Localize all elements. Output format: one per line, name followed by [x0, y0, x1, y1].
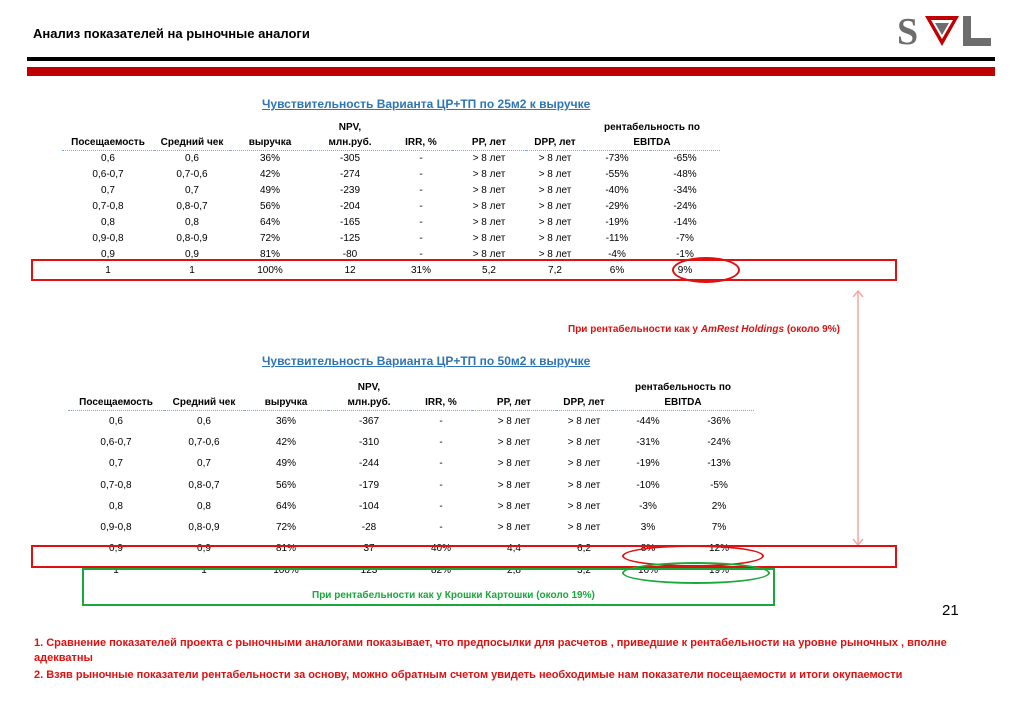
conclusion-1: 1. Сравнение показателей проекта с рыночными аналогами показывает, что предпосылки для расчетов , приведшие к рентабельности на уровне рыночных , вполне адекватны — [34, 637, 947, 664]
table-cell: 1 — [189, 265, 195, 276]
table-cell: -80 — [342, 249, 358, 260]
table-cell: 82% — [430, 564, 451, 576]
table-cell: 49% — [275, 458, 296, 470]
table-cell: 0,9 — [197, 543, 211, 555]
table-cell: 0,8 — [101, 217, 115, 228]
table-cell: - — [439, 436, 443, 448]
table-cell: 42% — [275, 436, 296, 448]
table-cell: > 8 лет — [472, 153, 506, 165]
conclusion-2: 2. Взяв рыночные показатели рентабельности за основу, можно обратным счетом увидеть необходимые нам показатели посещаемости и итоги окупаемости — [34, 669, 903, 681]
table-cell: 31% — [410, 265, 431, 276]
table-cell: 81% — [259, 249, 280, 260]
svg-text:S: S — [897, 11, 919, 50]
table-cell: -244 — [358, 458, 379, 470]
table-cell: > 8 лет — [567, 500, 601, 512]
col-header-npv-unit: млн.руб. — [310, 135, 390, 151]
table-cell: -40% — [605, 185, 629, 196]
col-header-pp: PP, лет — [452, 135, 526, 151]
table-cell: -305 — [339, 153, 360, 165]
table-cell: - — [419, 153, 423, 165]
table-cell: - — [419, 217, 423, 228]
table-cell: -14% — [673, 217, 697, 228]
col-header-dpp: DPP, лет — [526, 135, 584, 151]
table-cell: 16% — [637, 564, 658, 576]
table-row — [62, 199, 720, 215]
highlight-ellipse-table1 — [672, 257, 740, 283]
table-cell: > 8 лет — [538, 185, 572, 196]
table-cell: - — [419, 249, 423, 260]
table-cell: 19% — [708, 564, 729, 576]
table-cell: -11% — [605, 233, 629, 244]
table-cell: 49% — [259, 185, 280, 196]
table-cell: -179 — [358, 479, 379, 491]
col-header-npv: NPV, — [338, 122, 362, 133]
table-cell: > 8 лет — [538, 201, 572, 212]
table-cell: -310 — [358, 436, 379, 448]
col-header-irr: IRR, % — [390, 135, 452, 151]
table-cell: -5% — [710, 479, 728, 491]
table-cell: 64% — [259, 217, 280, 228]
table-cell: 56% — [259, 201, 280, 212]
col-header-revenue: выручка — [230, 135, 310, 151]
table-cell: 4,4 — [507, 543, 521, 555]
table-cell: 81% — [275, 543, 296, 555]
table-cell: -4% — [608, 249, 626, 260]
col-header-pp: PP, лет — [472, 395, 556, 411]
header-divider-red — [27, 67, 995, 76]
table-cell: 0,7 — [185, 185, 199, 196]
table-cell: 2% — [711, 500, 727, 512]
table-cell: 8% — [640, 543, 656, 555]
table-cell: 100% — [273, 564, 299, 576]
table-cell: 0,6 — [109, 415, 123, 427]
table-row — [68, 432, 754, 453]
table-cell: -3% — [639, 500, 657, 512]
table-cell: 3,2 — [577, 564, 591, 576]
col-header-ebitda: рентабельность по — [635, 382, 731, 393]
table-cell: > 8 лет — [538, 217, 572, 228]
page-number: 21 — [942, 602, 959, 619]
highlight-row-table1 — [31, 259, 897, 281]
col-header-ebitda-label: EBITDA — [612, 395, 754, 411]
table-cell: 36% — [275, 415, 296, 427]
table-cell: 72% — [275, 522, 296, 534]
table-cell: > 8 лет — [472, 169, 506, 180]
col-header-avg-check: Средний чек — [164, 395, 244, 411]
table-cell: 0,9-0,8 — [100, 522, 132, 534]
col-header-attendance: Посещаемость — [62, 135, 154, 151]
table-row — [68, 411, 754, 432]
table-cell: -29% — [605, 201, 629, 212]
table-cell: 100% — [257, 265, 283, 276]
table-cell: -19% — [636, 458, 660, 470]
table-row — [68, 517, 754, 538]
table-cell: > 8 лет — [538, 169, 572, 180]
table-cell: > 8 лет — [567, 415, 601, 427]
table-cell: 0,6-0,7 — [100, 436, 132, 448]
table-row — [68, 496, 754, 517]
table-cell: -10% — [636, 479, 660, 491]
table-cell: > 8 лет — [497, 436, 531, 448]
table-cell: - — [439, 522, 443, 534]
table-row — [62, 151, 720, 167]
table-cell: > 8 лет — [538, 233, 572, 244]
table-cell: 0,9-0,8 — [92, 233, 124, 244]
table-cell: -24% — [707, 436, 731, 448]
col-header-avg-check: Средний чек — [154, 135, 230, 151]
col-header-attendance: Посещаемость — [68, 395, 164, 411]
table-cell: 0,7-0,6 — [176, 169, 208, 180]
table-cell: -28 — [361, 522, 377, 534]
table-row — [62, 183, 720, 199]
table-cell: - — [419, 201, 423, 212]
table-cell: 64% — [275, 500, 296, 512]
table-cell: 0,6 — [101, 153, 115, 165]
table-cell: 56% — [275, 479, 296, 491]
col-header-dpp: DPP, лет — [556, 395, 612, 411]
table-cell: > 8 лет — [497, 479, 531, 491]
table-cell: > 8 лет — [567, 479, 601, 491]
table-cell: > 8 лет — [497, 458, 531, 470]
table-cell: - — [419, 169, 423, 180]
table-cell: - — [419, 185, 423, 196]
table-cell: > 8 лет — [497, 415, 531, 427]
table-cell: > 8 лет — [472, 233, 506, 244]
table-row — [68, 453, 754, 474]
table-cell: -367 — [358, 415, 379, 427]
table-cell: 9% — [677, 265, 693, 276]
table-cell: 12 — [344, 265, 356, 276]
table-cell: > 8 лет — [538, 153, 572, 165]
table-cell: -73% — [605, 153, 629, 165]
table-cell: 0,9 — [185, 249, 199, 260]
table-cell: 0,8 — [109, 500, 123, 512]
table-cell: 0,8-0,9 — [176, 233, 208, 244]
page-title: Анализ показателей на рыночные аналоги — [33, 26, 310, 41]
table-cell: 0,8-0,9 — [188, 522, 220, 534]
table-cell: 0,9 — [101, 249, 115, 260]
table-cell: -44% — [636, 415, 660, 427]
col-header-revenue: выручка — [244, 395, 328, 411]
table-cell: -34% — [673, 185, 697, 196]
table-cell: 40% — [430, 543, 451, 555]
note-amrest: При рентабельности как у AmRest Holdings (около 9%) — [568, 324, 840, 335]
table-cell: > 8 лет — [567, 436, 601, 448]
table-cell: -36% — [707, 415, 731, 427]
table-cell: -239 — [339, 185, 360, 196]
table-cell: -55% — [605, 169, 629, 180]
table-cell: 5,2 — [482, 265, 496, 276]
table-cell: 0,8 — [197, 500, 211, 512]
col-header-npv-unit: млн.руб. — [328, 395, 410, 411]
table-cell: > 8 лет — [472, 217, 506, 228]
col-header-npv: NPV, — [357, 382, 381, 393]
table1 — [62, 120, 720, 279]
double-arrow-connector — [851, 288, 865, 548]
table-cell: -7% — [676, 233, 694, 244]
table-cell: 7% — [711, 522, 727, 534]
table-cell: 7,2 — [548, 265, 562, 276]
table-cell: 37 — [363, 543, 375, 555]
table-cell: 3% — [640, 522, 656, 534]
table-cell: 1 — [201, 564, 207, 576]
table-cell: 72% — [259, 233, 280, 244]
table-cell: 0,7-0,8 — [100, 479, 132, 491]
svl-logo — [895, 10, 995, 50]
table-cell: > 8 лет — [472, 249, 506, 260]
table-cell: 0,6-0,7 — [92, 169, 124, 180]
table-cell: 2,8 — [507, 564, 521, 576]
table-cell: -125 — [339, 233, 360, 244]
table-cell: -204 — [339, 201, 360, 212]
header-divider-black — [27, 57, 995, 61]
table-cell: -1% — [676, 249, 694, 260]
table-row — [62, 231, 720, 247]
table-cell: > 8 лет — [538, 249, 572, 260]
highlight-row-table2 — [31, 545, 897, 568]
table-cell: 0,8-0,7 — [176, 201, 208, 212]
table-cell: 0,6 — [185, 153, 199, 165]
table-cell: 6,2 — [577, 543, 591, 555]
table-cell: - — [439, 479, 443, 491]
table-cell: > 8 лет — [497, 500, 531, 512]
table-cell: -31% — [636, 436, 660, 448]
table-cell: 6% — [609, 265, 625, 276]
table-cell: > 8 лет — [567, 522, 601, 534]
table-row — [62, 215, 720, 231]
table-cell: > 8 лет — [497, 522, 531, 534]
table-cell: 0,6 — [197, 415, 211, 427]
table-cell: 0,7-0,6 — [188, 436, 220, 448]
table-cell: - — [419, 233, 423, 244]
table-cell: -274 — [339, 169, 360, 180]
table-cell: > 8 лет — [472, 201, 506, 212]
table-cell: > 8 лет — [567, 458, 601, 470]
table-cell: -104 — [358, 500, 379, 512]
table-cell: 123 — [360, 564, 378, 576]
table-cell: 1 — [113, 564, 119, 576]
table-cell: 0,7 — [109, 458, 123, 470]
table-cell: -24% — [673, 201, 697, 212]
table2-title: Чувствительность Варианта ЦР+ТП по 50м2 к выручке — [262, 354, 591, 368]
table-cell: 0,7 — [101, 185, 115, 196]
table-cell: 36% — [259, 153, 280, 165]
table-cell: 0,8 — [185, 217, 199, 228]
table-cell: 42% — [259, 169, 280, 180]
table-cell: -165 — [339, 217, 360, 228]
table-cell: 1 — [105, 265, 111, 276]
table-cell: - — [439, 458, 443, 470]
col-header-ebitda: рентабельность по — [604, 122, 700, 133]
table1-title: Чувствительность Варианта ЦР+ТП по 25м2 к выручке — [262, 97, 591, 111]
table-cell: 0,8-0,7 — [188, 479, 220, 491]
table-cell: -13% — [707, 458, 731, 470]
table-cell: > 8 лет — [472, 185, 506, 196]
table-row — [62, 167, 720, 183]
table-row — [68, 474, 754, 495]
table-cell: 0,9 — [109, 543, 123, 555]
table-cell: 12% — [708, 543, 729, 555]
note-kroshka: При рентабельности как у Крошки Картошки (около 19%) — [312, 590, 595, 601]
col-header-ebitda-label: EBITDA — [584, 135, 720, 151]
table-cell: -65% — [673, 153, 697, 165]
table-cell: 0,7 — [197, 458, 211, 470]
table-cell: -48% — [673, 169, 697, 180]
table-cell: - — [439, 500, 443, 512]
table-cell: -19% — [605, 217, 629, 228]
table-cell: 0,7-0,8 — [92, 201, 124, 212]
table-cell: - — [439, 415, 443, 427]
col-header-irr: IRR, % — [410, 395, 472, 411]
